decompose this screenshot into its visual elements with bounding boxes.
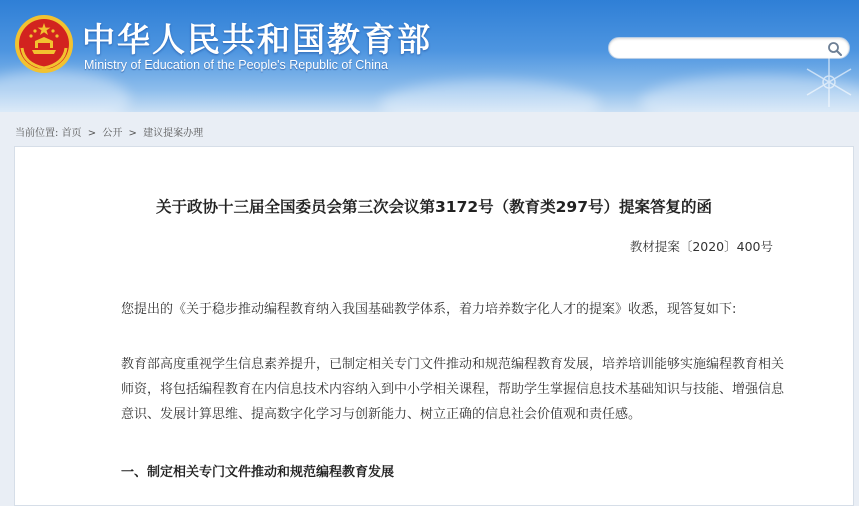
breadcrumb-proposal-link[interactable]: 建议提案办理 [143,128,204,139]
breadcrumb-separator: > [128,128,137,139]
breadcrumb-label: 当前位置: [15,128,59,139]
site-header [0,0,859,112]
document-title: 关于政协十三届全国委员会第三次会议第3172号（教育类297号）提案答复的函 [156,198,712,216]
cloud-decoration [0,70,130,112]
section-heading: 一、制定相关专门文件推动和规范编程教育发展 [121,465,395,480]
breadcrumb-separator: > [87,128,97,139]
site-subtitle: Ministry of Education of the People's Republic of China [84,58,388,72]
breadcrumb-public-link[interactable]: 公开 [102,128,123,139]
breadcrumb-home-link[interactable]: 首页 [61,128,82,139]
search-input[interactable] [619,40,823,58]
document-panel [14,146,854,506]
snowflake-icon [799,52,859,112]
national-emblem-icon[interactable] [14,14,74,74]
breadcrumb [15,124,203,139]
site-title[interactable]: 中华人民共和国教育部 [82,20,432,59]
document-paragraph: 教育部高度重视学生信息素养提升，已制定相关专门文件推动和规范编程教育发展，培养培训能够实施编程教育相关师资，将包括编程教育在内信息技术内容纳入到中小学相关课程，帮助学生掌握信息技术基础知识与技能、增强信息意识、发展计算思维、提高数字化学习与创新能力、树立正确的信息社会价值观和责任感。 [121,357,785,422]
cloud-decoration [380,80,600,112]
document-paragraph: 您提出的《关于稳步推动编程教育纳入我国基础教学体系，着力培养数字化人才的提案》收悉，现答复如下: [121,302,737,317]
document-number: 教材提案〔2020〕400号 [629,239,773,254]
